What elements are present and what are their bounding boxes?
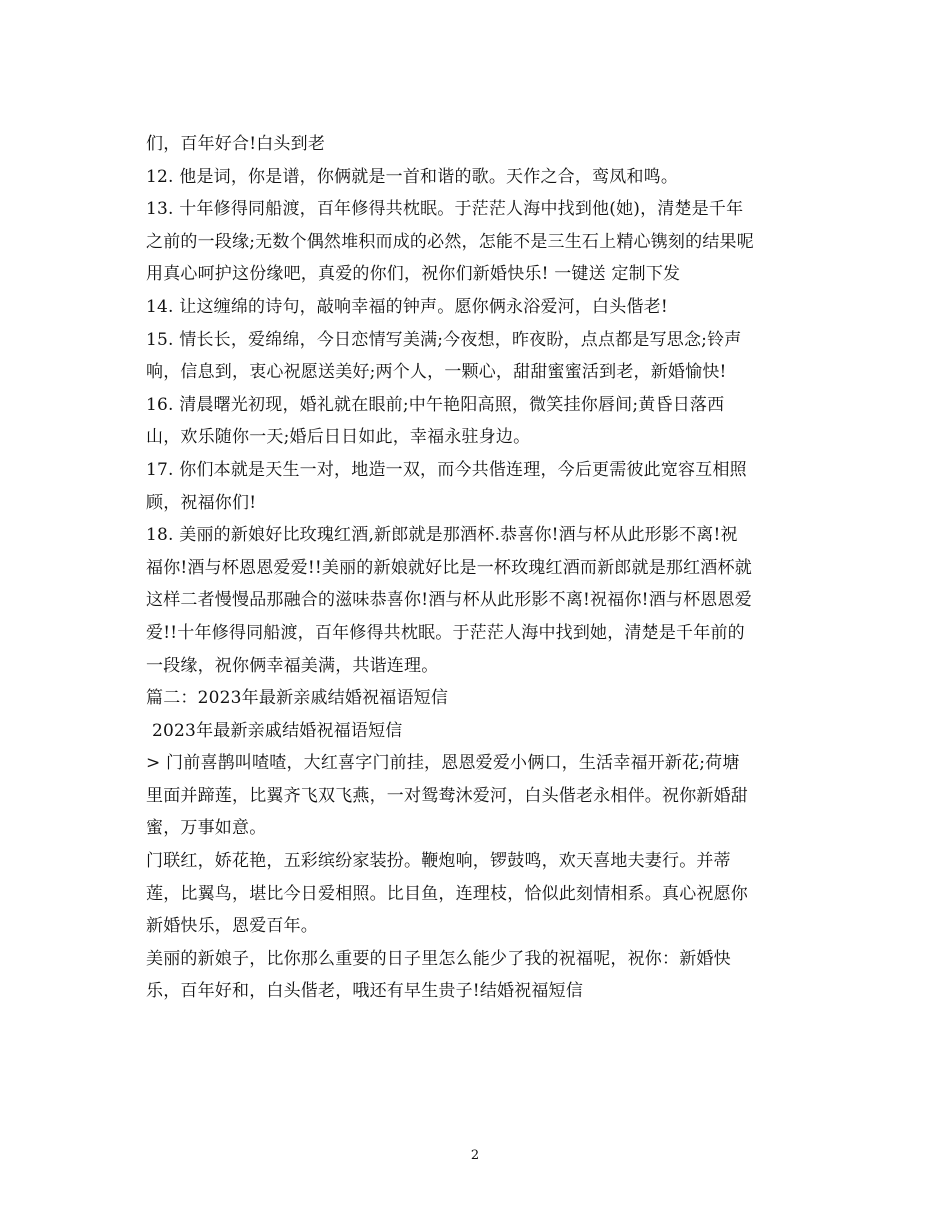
text-line: 17. 你们本就是天生一对，地造一双，而今共偕连理，今后更需彼此宽容互相照 bbox=[146, 459, 747, 480]
text-line: 12. 他是词，你是谱，你俩就是一首和谐的歌。天作之合，鸾凤和鸣。 bbox=[146, 166, 679, 187]
text-line: 们，百年好合!白头到老 bbox=[146, 134, 326, 154]
text-line: 用真心呵护这份缘吧，真爱的你们，祝你们新婚快乐! 一键送 定制下发 bbox=[146, 264, 681, 285]
text-line: 里面并蹄莲，比翼齐飞双飞燕，一对鸳鸯沐爱河，白头偕老永相伴。祝你新婚甜 bbox=[146, 785, 748, 806]
text-line: 16. 清晨曙光初现，婚礼就在眼前;中午艳阳高照，微笑挂你唇间;黄昏日落西 bbox=[146, 394, 725, 415]
text-line: 响，信息到，衷心祝愿送美好;两个人，一颗心，甜甜蜜蜜活到老，新婚愉快! bbox=[146, 362, 727, 383]
text-line: 14. 让这缠绵的诗句，敲响幸福的钟声。愿你俩永浴爱河，白头偕老! bbox=[146, 296, 668, 317]
text-line: 乐，百年好和，白头偕老，哦还有早生贵子!结婚祝福短信 bbox=[146, 981, 584, 1002]
text-line: 之前的一段缘;无数个偶然堆积而成的必然，怎能不是三生石上精心镌刻的结果呢 bbox=[146, 231, 754, 252]
section-subheading: 2023年最新亲戚结婚祝福语短信 bbox=[152, 720, 403, 741]
text-line: 一段缘，祝你俩幸福美满，共谐连理。 bbox=[146, 655, 439, 676]
document-body bbox=[146, 128, 816, 1008]
text-line: > 门前喜鹊叫喳喳，大红喜字门前挂，恩恩爱爱小俩口，生活幸福开新花;荷塘 bbox=[146, 753, 740, 774]
text-line: 13. 十年修得同船渡，百年修得共枕眠。于茫茫人海中找到他(她)，清楚是千年 bbox=[146, 199, 744, 220]
text-line: 山，欢乐随你一天;婚后日日如此，幸福永驻身边。 bbox=[146, 427, 531, 448]
text-line: 顾，祝福你们! bbox=[146, 492, 257, 513]
text-line: 18. 美丽的新娘好比玫瑰红酒,新郎就是那酒杯.恭喜你!酒与杯从此形影不离!祝 bbox=[146, 525, 738, 546]
page-number: 2 bbox=[470, 1148, 480, 1163]
section-heading: 篇二：2023年最新亲戚结婚祝福语短信 bbox=[146, 688, 449, 709]
text-line: 这样二者慢慢品那融合的滋味恭喜你!酒与杯从此形影不离!祝福你!酒与杯恩恩爱 bbox=[146, 590, 752, 611]
text-line: 福你!酒与杯恩恩爱爱!!美丽的新娘就好比是一杯玫瑰红酒而新郎就是那红酒杯就 bbox=[146, 557, 752, 578]
text-line: 莲，比翼鸟，堪比今日爱相照。比目鱼，连理枝，恰似此刻情相系。真心祝愿你 bbox=[146, 883, 748, 904]
text-line: 爱!!十年修得同船渡，百年修得共枕眠。于茫茫人海中找到她，清楚是千年前的 bbox=[146, 622, 745, 643]
text-line: 门联红，娇花艳，五彩缤纷家装扮。鞭炮响，锣鼓鸣，欢天喜地夫妻行。并蒂 bbox=[146, 851, 731, 872]
text-line: 15. 情长长，爱绵绵，今日恋情写美满;今夜想，昨夜盼，点点都是写思念;铃声 bbox=[146, 329, 742, 350]
text-line: 美丽的新娘子，比你那么重要的日子里怎么能少了我的祝福呢，祝你：新婚快 bbox=[146, 948, 731, 969]
text-line: 蜜，万事如意。 bbox=[146, 818, 267, 839]
text-line: 新婚快乐，恩爱百年。 bbox=[146, 916, 318, 937]
